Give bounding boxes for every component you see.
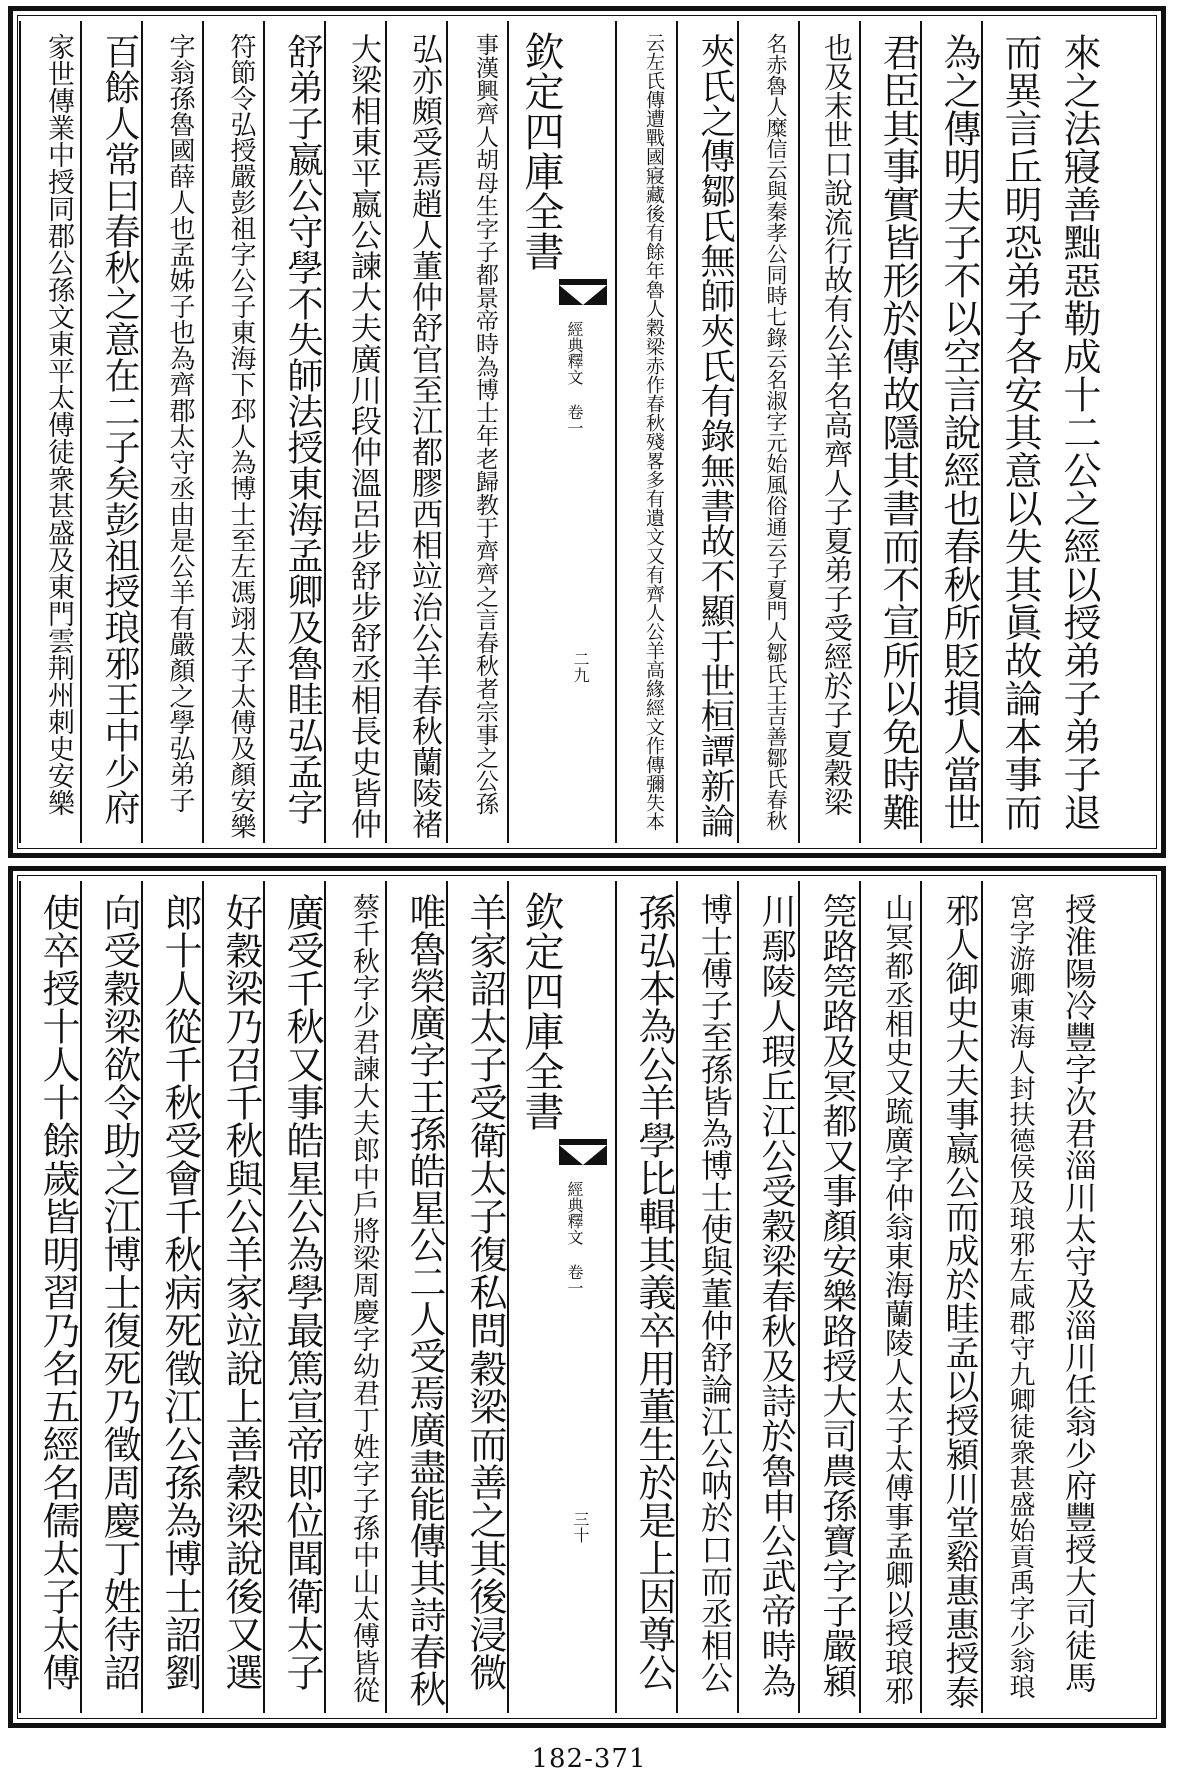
spine-page-number: 三十 <box>571 1511 590 1543</box>
column-text: 向受穀梁欲令助之江博士復死乃徵周慶丁姓待詔 <box>97 893 141 1691</box>
text-column <box>202 881 263 1713</box>
column-text: 使卒授十人十餘歲皆明習乃名五經名儒太子太傅 <box>36 893 80 1691</box>
text-column <box>981 881 1042 1713</box>
column-text: 百餘人常曰春秋之意在二子矣彭祖授琅邪王中少府 <box>99 33 140 825</box>
column-text: 事漢興齊人胡母生字子都景帝時為博士年老歸教于齊齊之言春秋者宗事之公孫 <box>472 33 498 815</box>
text-column <box>141 21 202 843</box>
text-column <box>324 881 385 1713</box>
column-text: 來之法寢善黜惡勒成十二公之經以授弟子弟子退 <box>1057 33 1101 831</box>
column-text: 夾氏之傳鄒氏無師夾氏有錄無書故不顯于世桓譚新論 <box>695 33 735 838</box>
column-text: 筦路筦路及冥都又事顏安樂路授大司農孫寶字子嚴潁 <box>817 893 857 1698</box>
column-text: 山冥都丞相史又䟽廣字仲翁東海蘭陵人太子太傅事孟卿以授琅邪 <box>881 893 915 1705</box>
text-column <box>737 21 798 843</box>
column-text: 舒弟子嬴公守學不失師法授東海孟卿及魯眭弘孟字 <box>282 33 323 825</box>
text-column <box>263 881 324 1713</box>
spine-title: 欽定四庫全書 <box>518 891 564 1131</box>
text-column <box>676 21 737 843</box>
text-column <box>141 881 202 1713</box>
column-text: 宮字游卿東海人封扶德侯及琅邪左咸郡守九卿徒衆甚盛始貢禹字少翁琅 <box>1005 893 1035 1699</box>
column-text: 授淮陽冷豐字次君淄川太守及淄川任翁少府豐授大司徒馬 <box>1060 893 1098 1693</box>
column-text: 名赤魯人糜信云與秦孝公同時七錄云名淑字元始風俗通云子夏門人鄒氏王吉善鄒氏春秋 <box>764 33 788 831</box>
text-column <box>202 21 263 843</box>
text-column <box>798 881 859 1713</box>
text-column <box>446 21 507 843</box>
text-column <box>324 21 385 843</box>
text-column <box>676 881 737 1713</box>
column-text: 好穀梁乃召千秋與公羊家竝說上善穀梁說後又選 <box>219 893 263 1691</box>
text-column <box>385 21 446 843</box>
text-column <box>19 881 80 1713</box>
text-column <box>920 21 981 843</box>
text-column <box>859 881 920 1713</box>
column-text: 唯魯榮廣字王孫皓星公二人受焉廣盡能傳其詩春秋 <box>403 893 446 1707</box>
column-text: 邪人御史大夫事嬴公而成於眭孟以授潁川堂谿惠惠授泰 <box>939 893 979 1709</box>
column-text: 大梁相東平嬴公諫大夫廣川段仲溫呂步舒步舒丞相長史皆仲 <box>345 33 381 839</box>
column-text: 字翁孫魯國薛人也孟姊子也為齊郡太守丞由是公羊有嚴顏之學弘弟子 <box>165 33 195 813</box>
text-column <box>385 881 446 1713</box>
column-text: 孫弘本為公羊學比輯其義卒用董生於是上因尊公 <box>632 893 676 1691</box>
bottom-page <box>8 866 1166 1728</box>
top-spine <box>507 21 615 843</box>
column-text: 蔡千秋字少君諫大夫郎中戶將梁周慶字幼君丁姓字子孫中山太傅皆從 <box>348 893 379 1703</box>
text-column <box>615 21 676 843</box>
top-page <box>8 6 1166 858</box>
column-text: 云左氏傳遭戰國寢藏後有餘年魯人穀梁赤作春秋殘畧多有遺文又有齊人公羊高緣經文作傳彌失本 <box>643 33 665 831</box>
text-column <box>737 881 798 1713</box>
text-column <box>80 881 141 1713</box>
text-column <box>446 881 507 1713</box>
column-text: 郎十人從千秋受會千秋病死徵江公孫為博士詔劉 <box>158 893 202 1691</box>
spine-page-number: 二九 <box>571 651 590 683</box>
column-text: 弘亦頗受焉趙人董仲舒官至江都膠西相竝治公羊春秋蘭陵褚 <box>406 33 442 839</box>
text-column <box>80 21 141 843</box>
fish-tail-mark-icon <box>559 1139 607 1165</box>
text-column <box>615 881 676 1713</box>
column-text: 博士傅子至孫皆為博士使與董仲舒論江公呐於口而丞相公 <box>696 893 734 1693</box>
column-text: 廣受千秋又事皓星公為學最篤宣帝即位聞衛太子 <box>280 893 324 1691</box>
text-column <box>263 21 324 843</box>
spine-title: 欽定四庫全書 <box>518 31 564 271</box>
column-text: 羊家詔太子受衛太子復私問穀梁而善之其後浸微 <box>463 893 507 1691</box>
text-column <box>798 21 859 843</box>
column-text: 家世傳業中授同郡公孫文東平太傅徒衆甚盛及東門雲荆州刺史安樂 <box>43 33 74 816</box>
bottom-spine <box>507 881 615 1713</box>
column-text: 也及末世口說流行故有公羊名高齊人子夏弟子受經於子夏穀梁 <box>820 33 854 816</box>
text-column <box>19 21 80 843</box>
column-text: 符節令弘授嚴彭祖字公子東海下邳人為博士至左馮翊太子太傅及顏安樂 <box>226 33 256 839</box>
text-column <box>920 881 981 1713</box>
fish-tail-mark-icon <box>559 279 607 305</box>
spine-volume: 經典釋文 卷一 <box>565 321 584 436</box>
text-column <box>981 21 1042 843</box>
column-text: 而異言丘明恐弟子各安其意以失其眞故論本事而 <box>998 33 1042 831</box>
text-column <box>1042 881 1103 1713</box>
column-text: 川鄢陵人瑕丘江公受穀梁春秋及詩於魯申公武帝時為 <box>756 893 796 1698</box>
text-column <box>859 21 920 843</box>
column-text: 君臣其事實皆形於傳故隱其書而不宣所以免時難 <box>876 33 920 831</box>
text-column <box>1042 21 1103 843</box>
column-text: 為之傳明夫子不以空言說經也春秋所貶損人當世 <box>937 33 981 831</box>
spine-volume: 經典釋文 卷一 <box>565 1181 584 1296</box>
page-footer-label: 182-371 <box>531 1744 647 1774</box>
